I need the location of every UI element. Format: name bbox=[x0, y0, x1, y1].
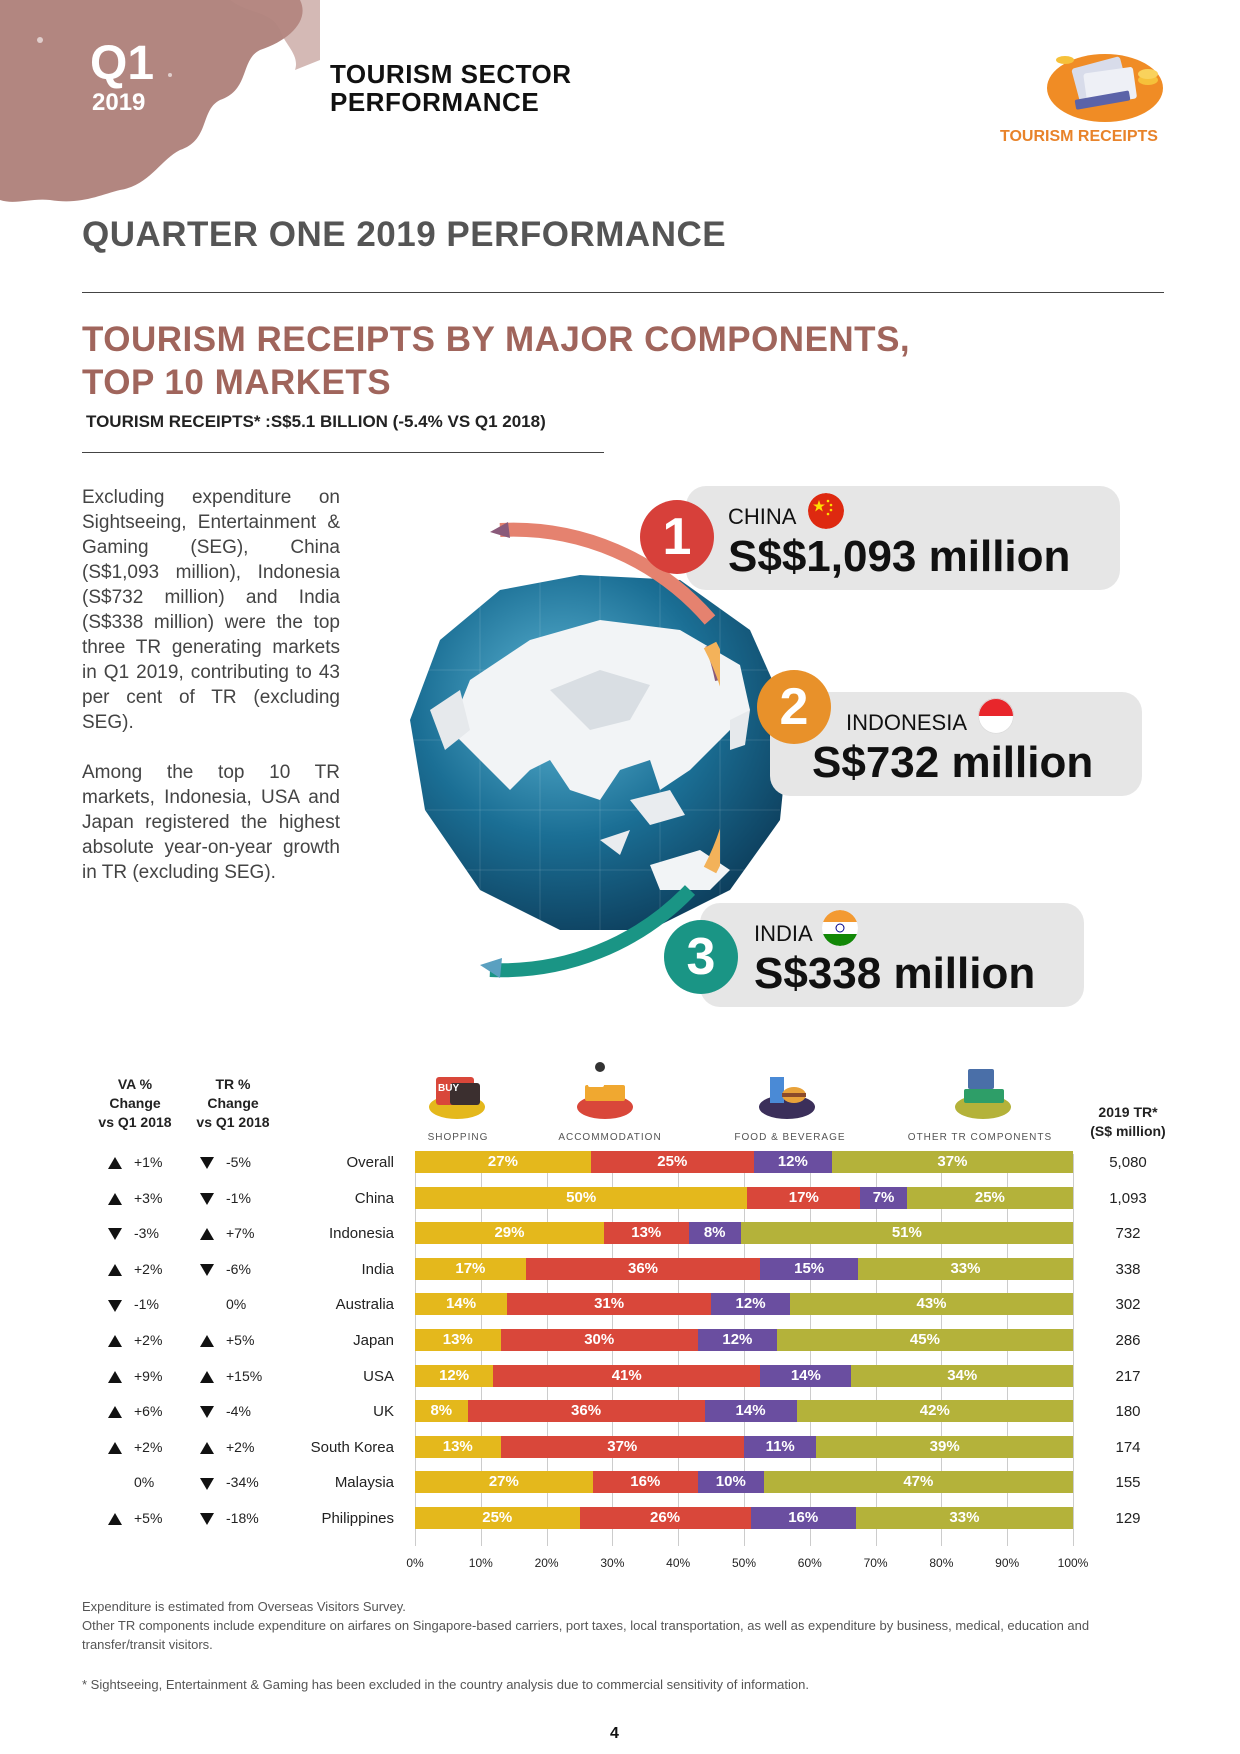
tr-change-value: -1% bbox=[226, 1189, 251, 1206]
stacked-bar bbox=[415, 1365, 1073, 1387]
axis-tick-label: 20% bbox=[534, 1555, 559, 1570]
china-flag-icon bbox=[808, 493, 844, 529]
stacked-bar bbox=[415, 1507, 1073, 1529]
total-tr-value: 155 bbox=[1115, 1474, 1141, 1492]
bar-segment-shopping: 13% bbox=[415, 1436, 501, 1458]
tr-change-value: +7% bbox=[226, 1225, 255, 1242]
va-change-value: +2% bbox=[134, 1332, 163, 1348]
triangle-down-icon bbox=[108, 1300, 122, 1312]
va-change-cell bbox=[108, 1190, 162, 1206]
va-change-value: +2% bbox=[134, 1438, 163, 1455]
axis-tick-label: 80% bbox=[929, 1555, 954, 1570]
triangle-up-icon bbox=[108, 1335, 122, 1347]
tr-change-cell bbox=[200, 1474, 259, 1490]
total-tr-value: 129 bbox=[1115, 1510, 1141, 1527]
market-label: Overall bbox=[346, 1154, 394, 1171]
axis-tick-label: 60% bbox=[797, 1555, 822, 1570]
tourism-receipts-icon bbox=[1045, 40, 1165, 125]
tr-change-cell bbox=[200, 1510, 259, 1526]
va-change-cell bbox=[108, 1439, 162, 1455]
bar-segment-other: 43% bbox=[790, 1293, 1073, 1315]
bar-segment-food-beverage: 12% bbox=[698, 1329, 777, 1351]
bar-segment-food-beverage: 14% bbox=[705, 1400, 797, 1422]
bar-segment-accommodation: 17% bbox=[747, 1187, 860, 1209]
rank-badge: 3 bbox=[664, 920, 738, 994]
bar-segment-food-beverage: 7% bbox=[860, 1187, 907, 1209]
bar-segment-shopping: 25% bbox=[415, 1507, 580, 1529]
triangle-down-icon bbox=[200, 1264, 214, 1276]
stacked-bar bbox=[415, 1293, 1073, 1315]
main-title-line2: TOP 10 MARKETS bbox=[82, 363, 392, 402]
triangle-down-icon bbox=[200, 1406, 214, 1418]
total-tr-header bbox=[1078, 1103, 1178, 1141]
stacked-bar bbox=[415, 1436, 1073, 1458]
bar-segment-accommodation: 26% bbox=[580, 1507, 751, 1529]
page-title: QUARTER ONE 2019 PERFORMANCE bbox=[82, 215, 727, 254]
bar-segment-shopping: 50% bbox=[415, 1187, 747, 1209]
svg-text:BUY: BUY bbox=[438, 1083, 460, 1094]
va-change-value: +2% bbox=[134, 1260, 163, 1277]
market-card-china bbox=[686, 486, 1120, 590]
axis-tick-label: 90% bbox=[995, 1555, 1020, 1570]
stacked-bar bbox=[415, 1222, 1073, 1244]
market-value: S$732 million bbox=[812, 738, 1094, 787]
year-label: 2019 bbox=[92, 89, 146, 116]
bar-segment-accommodation: 41% bbox=[493, 1365, 760, 1387]
axis-tick-label: 30% bbox=[600, 1555, 625, 1570]
total-header-line1: 2019 TR* bbox=[1098, 1104, 1158, 1120]
footnote: Other TR components include expenditure on airfares on Singapore-based carriers, port taxes, local transportation, as well as expenditure by business, medical, education and transfer/transit visitors. bbox=[82, 1618, 1090, 1652]
bar-segment-food-beverage: 16% bbox=[751, 1507, 856, 1529]
divider bbox=[82, 452, 604, 453]
food-beverage-icon bbox=[752, 1055, 822, 1125]
stacked-bar bbox=[415, 1151, 1073, 1173]
bar-segment-food-beverage: 15% bbox=[760, 1258, 858, 1280]
market-label: South Korea bbox=[310, 1438, 394, 1456]
paragraph-top-markets: Excluding expenditure on Sightseeing, Entertainment & Gaming (SEG), China (S$1,093 million), Indonesia (S$732 million) and India (S$338 million) were the top three TR generating markets in Q1 2019, contributing to 43 per cent of TR (excluding SEG). bbox=[82, 487, 340, 733]
tr-change-value: -5% bbox=[226, 1154, 251, 1170]
axis-tick-label: 100% bbox=[1057, 1555, 1089, 1570]
va-change-cell bbox=[108, 1403, 162, 1419]
va-change-cell bbox=[108, 1332, 162, 1348]
triangle-up-icon bbox=[200, 1228, 214, 1240]
corner-blot-decoration bbox=[0, 0, 320, 210]
tr-change-cell bbox=[200, 1439, 254, 1455]
bar-segment-food-beverage: 14% bbox=[760, 1365, 851, 1387]
total-tr-value: 180 bbox=[1115, 1403, 1141, 1421]
tr-change-cell bbox=[200, 1154, 251, 1170]
total-tr-value: 217 bbox=[1115, 1367, 1141, 1385]
triangle-up-icon bbox=[200, 1371, 214, 1383]
sector-title-line2: PERFORMANCE bbox=[330, 87, 540, 117]
market-card-india bbox=[700, 903, 1084, 1007]
market-label: India bbox=[361, 1260, 394, 1278]
market-label: Australia bbox=[335, 1296, 394, 1314]
tr-change-cell bbox=[200, 1190, 251, 1206]
va-change-cell bbox=[108, 1474, 154, 1490]
tr-header-line1: TR % bbox=[215, 1076, 251, 1092]
axis-tick-label: 0% bbox=[406, 1555, 424, 1570]
triangle-up-icon bbox=[108, 1513, 122, 1525]
va-change-value: 0% bbox=[134, 1474, 155, 1491]
tr-change-cell bbox=[200, 1368, 262, 1384]
total-tr-value: 338 bbox=[1115, 1260, 1141, 1278]
tr-change-value: -6% bbox=[226, 1260, 251, 1277]
triangle-down-icon bbox=[200, 1513, 214, 1525]
market-name: INDONESIA bbox=[846, 710, 968, 735]
triangle-up-icon bbox=[200, 1442, 214, 1454]
triangle-up-icon bbox=[200, 1335, 214, 1347]
tr-change-value: -34% bbox=[226, 1474, 259, 1491]
total-tr-value: 286 bbox=[1115, 1332, 1141, 1349]
quarter-label: Q1 bbox=[90, 37, 155, 90]
bar-segment-other: 37% bbox=[832, 1151, 1073, 1173]
va-change-cell bbox=[108, 1154, 162, 1170]
axis-tick-label: 40% bbox=[666, 1555, 691, 1570]
other-components-icon bbox=[948, 1055, 1018, 1125]
va-change-cell bbox=[108, 1510, 162, 1526]
bar-segment-food-beverage: 11% bbox=[744, 1436, 816, 1458]
va-header-line1: VA % bbox=[117, 1076, 153, 1092]
gridline bbox=[1073, 1154, 1074, 1546]
bar-segment-accommodation: 37% bbox=[501, 1436, 744, 1458]
market-label: UK bbox=[373, 1403, 394, 1421]
bar-segment-shopping: 27% bbox=[415, 1151, 591, 1173]
va-change-cell bbox=[108, 1296, 159, 1312]
axis-tick-label: 50% bbox=[731, 1555, 757, 1570]
bar-segment-shopping: 13% bbox=[415, 1329, 501, 1351]
page-number: 4 bbox=[610, 1725, 619, 1742]
bar-segment-accommodation: 36% bbox=[526, 1258, 761, 1280]
bar-segment-other: 42% bbox=[797, 1400, 1073, 1422]
total-tr-value: 732 bbox=[1115, 1225, 1141, 1243]
triangle-up-icon bbox=[108, 1157, 122, 1169]
triangle-down-icon bbox=[200, 1478, 214, 1490]
tr-change-value: 0% bbox=[226, 1296, 247, 1313]
tr-change-value: -4% bbox=[226, 1403, 251, 1420]
va-change-cell bbox=[108, 1368, 162, 1384]
market-value: S$$1,093 million bbox=[728, 532, 1071, 581]
bar-segment-accommodation: 16% bbox=[593, 1471, 698, 1493]
bar-segment-other: 45% bbox=[777, 1329, 1073, 1351]
tr-change-header bbox=[188, 1075, 278, 1132]
market-name: INDIA bbox=[754, 921, 813, 946]
rank-badge: 2 bbox=[757, 670, 831, 744]
va-change-value: +1% bbox=[134, 1154, 163, 1170]
bar-segment-accommodation: 31% bbox=[507, 1293, 711, 1315]
bar-segment-shopping: 8% bbox=[415, 1400, 468, 1422]
bar-segment-other: 39% bbox=[816, 1436, 1073, 1458]
tr-header-line2: Change bbox=[207, 1095, 259, 1111]
market-label: Philippines bbox=[321, 1510, 394, 1527]
market-label: China bbox=[354, 1189, 394, 1207]
triangle-up-icon bbox=[108, 1264, 122, 1276]
stacked-bar bbox=[415, 1187, 1073, 1209]
market-label: Indonesia bbox=[328, 1225, 394, 1243]
bar-segment-accommodation: 30% bbox=[501, 1329, 698, 1351]
bar-segment-accommodation: 36% bbox=[468, 1400, 705, 1422]
va-header-line3: vs Q1 2018 bbox=[98, 1114, 172, 1130]
bar-segment-other: 34% bbox=[851, 1365, 1073, 1387]
tr-change-cell bbox=[200, 1225, 254, 1241]
component-label-other: OTHER TR COMPONENTS bbox=[907, 1132, 1053, 1143]
va-change-value: +5% bbox=[134, 1510, 163, 1526]
paragraph-growth: Among the top 10 TR markets, Indonesia, USA and Japan registered the highest absolute year-on-year growth in TR (excluding SEG). bbox=[82, 762, 340, 883]
bar-segment-other: 33% bbox=[856, 1507, 1073, 1529]
shopping-icon bbox=[422, 1055, 492, 1125]
bar-segment-other: 51% bbox=[741, 1222, 1073, 1244]
triangle-up-icon bbox=[108, 1371, 122, 1383]
total-tr-value: 302 bbox=[1115, 1296, 1141, 1314]
bar-segment-accommodation: 13% bbox=[604, 1222, 689, 1244]
stacked-bar bbox=[415, 1471, 1073, 1493]
va-change-value: +9% bbox=[134, 1367, 163, 1384]
rank-badge: 1 bbox=[640, 500, 714, 574]
bar-segment-other: 47% bbox=[764, 1471, 1073, 1493]
stacked-bar bbox=[415, 1400, 1073, 1422]
tr-change-value: +2% bbox=[226, 1438, 255, 1455]
sector-title bbox=[330, 60, 572, 116]
market-name: CHINA bbox=[728, 504, 797, 529]
va-change-cell bbox=[108, 1225, 159, 1241]
divider bbox=[82, 292, 1164, 293]
va-change-header bbox=[90, 1075, 180, 1132]
va-header-line2: Change bbox=[109, 1095, 161, 1111]
total-tr-value: 1,093 bbox=[1109, 1189, 1147, 1207]
main-title bbox=[82, 318, 910, 404]
sector-title-line1: TOURISM SECTOR bbox=[330, 59, 572, 89]
market-label: Japan bbox=[353, 1332, 394, 1349]
accommodation-icon bbox=[570, 1055, 640, 1125]
component-label-food-beverage: FOOD & BEVERAGE bbox=[734, 1132, 846, 1143]
market-label: Malaysia bbox=[334, 1474, 394, 1492]
component-label-accommodation: ACCOMMODATION bbox=[558, 1132, 662, 1143]
main-title-line1: TOURISM RECEIPTS BY MAJOR COMPONENTS, bbox=[82, 320, 911, 359]
triangle-up-icon bbox=[108, 1406, 122, 1418]
tr-change-cell bbox=[200, 1261, 251, 1277]
triangle-up-icon bbox=[108, 1442, 122, 1454]
va-change-value: +6% bbox=[134, 1403, 163, 1420]
footnote: * Sightseeing, Entertainment & Gaming has been excluded in the country analysis due to commercial sensitivity of information. bbox=[82, 1677, 809, 1692]
triangle-down-icon bbox=[108, 1228, 122, 1240]
subtitle: TOURISM RECEIPTS* :S$5.1 BILLION (-5.4% VS Q1 2018) bbox=[86, 412, 546, 431]
bar-segment-food-beverage: 8% bbox=[689, 1222, 741, 1244]
bar-segment-shopping: 29% bbox=[415, 1222, 604, 1244]
bar-segment-shopping: 27% bbox=[415, 1471, 593, 1493]
stacked-bar bbox=[415, 1329, 1073, 1351]
bar-segment-other: 33% bbox=[858, 1258, 1073, 1280]
bar-segment-accommodation: 25% bbox=[591, 1151, 754, 1173]
indonesia-flag-icon bbox=[978, 698, 1014, 734]
bar-segment-food-beverage: 10% bbox=[698, 1471, 764, 1493]
triangle-up-icon bbox=[108, 1193, 122, 1205]
triangle-down-icon bbox=[200, 1193, 214, 1205]
triangle-down-icon bbox=[200, 1157, 214, 1169]
tr-change-cell bbox=[200, 1332, 254, 1348]
tr-header-line3: vs Q1 2018 bbox=[196, 1114, 270, 1130]
bar-segment-shopping: 14% bbox=[415, 1293, 507, 1315]
va-change-value: -3% bbox=[134, 1225, 159, 1242]
bar-segment-shopping: 17% bbox=[415, 1258, 526, 1280]
india-flag-icon bbox=[822, 910, 858, 946]
axis-tick-label: 70% bbox=[863, 1555, 888, 1570]
total-header-line2: (S$ million) bbox=[1090, 1123, 1166, 1139]
tr-change-cell bbox=[200, 1403, 251, 1419]
bar-segment-shopping: 12% bbox=[415, 1365, 493, 1387]
va-change-cell bbox=[108, 1261, 162, 1277]
footnote: Expenditure is estimated from Overseas Visitors Survey. bbox=[82, 1599, 406, 1614]
total-tr-value: 5,080 bbox=[1109, 1154, 1147, 1171]
va-change-value: +3% bbox=[134, 1189, 163, 1206]
total-tr-value: 174 bbox=[1115, 1438, 1141, 1456]
tr-change-value: +5% bbox=[226, 1332, 255, 1348]
stacked-bar bbox=[415, 1258, 1073, 1280]
tr-change-value: -18% bbox=[226, 1510, 259, 1526]
bar-segment-food-beverage: 12% bbox=[711, 1293, 790, 1315]
tr-change-value: +15% bbox=[226, 1367, 263, 1384]
tr-change-cell bbox=[200, 1296, 246, 1312]
bar-segment-other: 25% bbox=[907, 1187, 1073, 1209]
section-label: TOURISM RECEIPTS bbox=[1000, 128, 1158, 145]
market-value: S$338 million bbox=[754, 949, 1036, 998]
axis-tick-label: 10% bbox=[468, 1555, 493, 1570]
market-label: USA bbox=[363, 1367, 394, 1385]
bar-segment-food-beverage: 12% bbox=[754, 1151, 832, 1173]
va-change-value: -1% bbox=[134, 1296, 159, 1313]
component-label-shopping: SHOPPING bbox=[427, 1132, 489, 1143]
